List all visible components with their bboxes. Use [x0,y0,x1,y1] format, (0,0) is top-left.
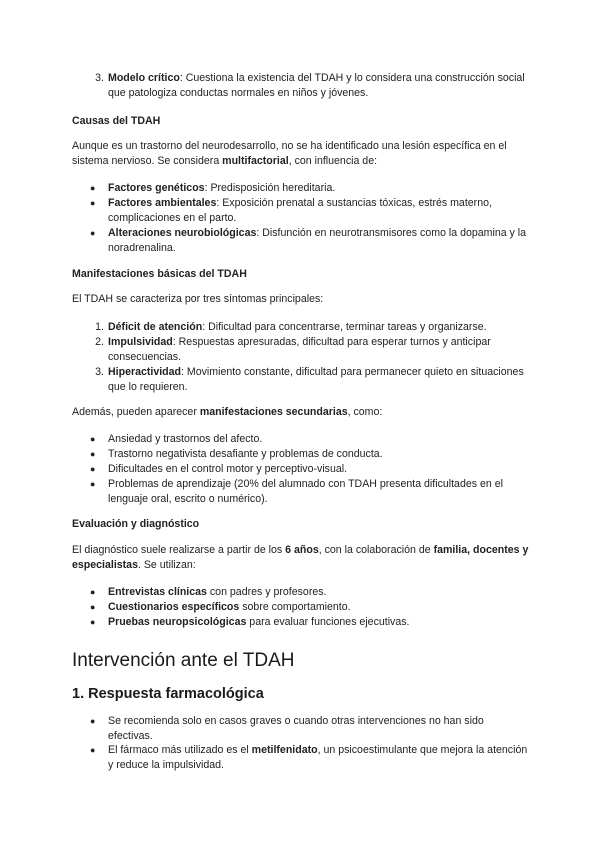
item-term: Factores genéticos [108,182,205,194]
list-item [90,181,528,196]
item-term: Pruebas neuropsicológicas [108,616,247,628]
list-item [95,71,528,101]
item-term: Factores ambientales [108,197,217,209]
item-text: con padres y profesores. [206,586,327,598]
item-text: Dificultades en el control motor y perceptivo-visual. [108,463,348,475]
text: , con influencia de: [288,155,378,167]
bullet-icon: ● [90,228,96,238]
item-term: Alteraciones neurobiológicas [108,227,257,239]
item-text: : Cuestiona la existencia del TDAH y lo considera una construcción social que patologiza conductas normales en niños y jóvenes. [108,72,525,99]
item-text: : Exposición prenatal a sustancias tóxicas, estrés materno, complicaciones en el parto. [108,197,492,224]
list-item [95,365,528,395]
section-heading-evaluacion: Evaluación y diagnóstico [72,518,200,530]
section-heading-manifestaciones: Manifestaciones básicas del TDAH [72,268,247,280]
bullet-icon: ● [90,198,96,208]
item-text: : Predisposición hereditaria. [204,182,336,194]
item-term: Hiperactividad [108,366,182,378]
list-item [95,335,528,365]
item-text: , un psicoestimulante que mejora la atención y reduce la impulsividad. [108,744,528,771]
paragraph [72,139,532,169]
bullet-icon: ● [90,587,96,597]
paragraph: El TDAH se caracteriza por tres síntomas principales: [72,293,324,305]
item-text: Ansiedad y trastornos del afecto. [108,433,263,445]
bullet-icon: ● [90,479,96,489]
item-text: Se recomienda solo en casos graves o cuando otras intervenciones no han sido efectivas. [108,715,484,742]
bold-text: manifestaciones secundarias [199,406,348,418]
list-item [90,462,528,477]
list-item [90,196,528,226]
item-text: : Respuestas apresuradas, dificultad para esperar turnos y anticipar consecuencias. [108,336,491,363]
paragraph [72,405,532,420]
page-title-intervencion: Intervención ante el TDAH [72,650,295,671]
paragraph [72,543,532,573]
list-item [90,477,528,507]
bullet-icon: ● [90,434,96,444]
bullet-icon: ● [90,617,96,627]
bullet-icon: ● [90,464,96,474]
item-text: El fármaco más utilizado es el [108,744,252,756]
text: Además, pueden aparecer [72,406,200,418]
list-number: 3. [95,72,104,84]
item-text: sobre comportamiento. [239,601,351,613]
bullet-icon: ● [90,716,96,726]
bullet-icon: ● [90,449,96,459]
section-heading-causas: Causas del TDAH [72,115,161,127]
list-number: 3. [95,366,104,378]
item-text: Trastorno negativista desafiante y problemas de conducta. [108,448,383,460]
item-term: Modelo crítico [108,72,180,84]
text: Aunque es un trastorno del neurodesarrollo, no se ha identificado una lesión específica en el sistema nervioso. Se considera [72,140,507,167]
item-text: : Movimiento constante, dificultad para permanecer quieto en situaciones que lo requieren. [108,366,524,393]
bold-text: familia, docentes y especialistas [72,544,529,571]
bold-text: metilfenidato [251,744,318,756]
list-item [90,226,528,256]
bullet-icon: ● [90,602,96,612]
text: El diagnóstico suele realizarse a partir de los [72,544,286,556]
item-text: para evaluar funciones ejecutivas. [246,616,410,628]
bullet-icon: ● [90,745,96,755]
list-number: 2. [95,336,104,348]
item-term: Déficit de atención [108,321,203,333]
bold-text: 6 años [285,544,319,556]
text: . Se utilizan: [137,559,196,571]
bullet-icon: ● [90,183,96,193]
text: , con la colaboración de [318,544,434,556]
list-item [95,320,528,335]
subsection-heading: 1. Respuesta farmacológica [72,686,264,702]
list-item [90,743,528,773]
list-item [90,714,528,744]
list-item [90,585,528,600]
item-text: : Dificultad para concentrarse, terminar tareas y organizarse. [202,321,487,333]
item-text: Problemas de aprendizaje (20% del alumnado con TDAH presenta dificultades en el lenguaje oral, escrito o numérico). [108,478,503,505]
bold-text: multifactorial [222,155,289,167]
text: , como: [347,406,383,418]
item-term: Impulsividad [108,336,173,348]
list-item [90,615,528,630]
list-item [90,447,528,462]
item-term: Cuestionarios específicos [108,601,240,613]
list-number: 1. [95,321,104,333]
list-item [90,432,528,447]
item-text: : Disfunción en neurotransmisores como la dopamina y la noradrenalina. [108,227,527,254]
item-term: Entrevistas clínicas [108,586,207,598]
list-item [90,600,528,615]
